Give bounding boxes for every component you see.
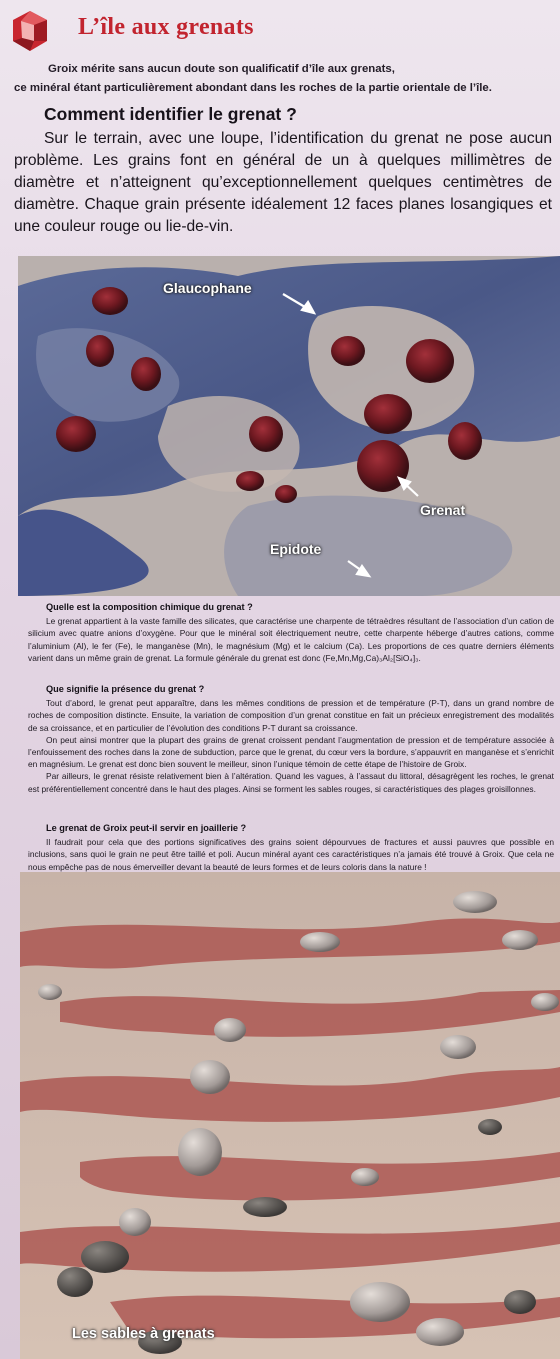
page-title: L’île aux grenats <box>78 14 254 40</box>
presence-section <box>28 683 554 795</box>
label-grenat: Grenat <box>420 502 466 518</box>
label-epidote: Epidote <box>270 541 322 557</box>
presence-paragraph-3: Par ailleurs, le grenat résiste relativement bien à l’altération. Quand les vagues, à l’assaut du littoral, désagrègent les roches, le grenat est préférentiellement concentré dans le haut des plages. Ainsi se forment les sables rouges, si caractéristiques des plages groisillonnes. <box>28 771 554 794</box>
intro-text <box>14 60 550 98</box>
intro-line-2: ce minéral étant particulièrement abondant dans les roches de la partie orientale de l’île. <box>14 82 492 94</box>
composition-section <box>28 601 554 664</box>
garnet-sand-photo <box>20 872 560 1359</box>
identify-paragraph: Sur le terrain, avec une loupe, l’identification du grenat ne pose aucun problème. Les grains font en général de un à quelques millimètres de diamètre et n’atteignent qu’exceptionnellement quelques centimètres de diamètre. Chaque grain présente idéalement 12 faces planes losangiques et une couleur rouge ou lie-de-vin. <box>14 130 552 235</box>
sand-photo-caption: Les sables à grenats <box>72 1326 215 1342</box>
identify-heading: Comment identifier le grenat ? <box>44 104 297 124</box>
composition-paragraph: Le grenat appartient à la vaste famille des silicates, que caractérise une charpente de tétraèdres résultant de l’association d’un cation de silicium avec quatre anions d’oxygène. Pour que le minéral soit électriquement neutre, cette charpente héberge d’autres cations, comme l’aluminium (Al), le fer (Fe), le manganèse (Mn), le magnésium (Mg) et le calcium (Ca). Les proportions de ces quatre derniers éléments varient dans un même grain de grenat. La formule générale du grenat est donc (Fe,Mn,Mg,Ca)₃Al₂[SiO₄]₃. <box>28 616 554 663</box>
jewelry-paragraph: Il faudrait pour cela que des portions significatives des grains soient dépourvues de fractures et aussi pauvres que possible en inclusions, sans quoi le grain ne peut être taillé et poli. Aucun minéral ayant ces caractéristiques n’a jamais été trouvé à Groix. Que cela ne nous empêche pas de nous émerveiller devant la beauté de leurs formes et de leurs coloris dans la nature ! <box>28 837 554 872</box>
sand-image <box>20 872 560 1359</box>
presence-paragraph-1: Tout d’abord, le grenat peut apparaître, dans les mêmes conditions de pression et de température (P-T), dans un grand nombre de roches de composition distincte. Ensuite, la variation de composition d’un grenat constitue en fait un précieux enregistrement des modalités de sa croissance, et en particulier de l’évolution des conditions P-T durant sa croissance. <box>28 698 554 733</box>
garnet-rock-photo <box>18 256 560 596</box>
label-glaucophane: Glaucophane <box>163 280 252 296</box>
composition-heading: Quelle est la composition chimique du grenat ? <box>46 602 253 612</box>
jewelry-section <box>28 822 554 873</box>
header <box>0 0 560 62</box>
jewelry-heading: Le grenat de Groix peut-il servir en joaillerie ? <box>46 823 247 833</box>
identify-text <box>14 128 552 238</box>
intro-line-1: Groix mérite sans aucun doute son qualificatif d’île aux grenats, <box>48 63 395 75</box>
presence-paragraph-2: On peut ainsi montrer que la plupart des grains de grenat croissent pendant l’augmentation de pression et de température associée à l’enfouissement des roches dans la zone de subduction, parce que le grenat, du cœur vers la bordure, s’appauvrit en manganèse et s’enrichit en magnésium. Le grenat est donc bien souvent le meilleur, sinon l’unique témoin de cette étape de l’histoire de Groix. <box>28 734 554 770</box>
garnet-logo-icon <box>10 10 50 52</box>
presence-heading: Que signifie la présence du grenat ? <box>46 684 205 694</box>
